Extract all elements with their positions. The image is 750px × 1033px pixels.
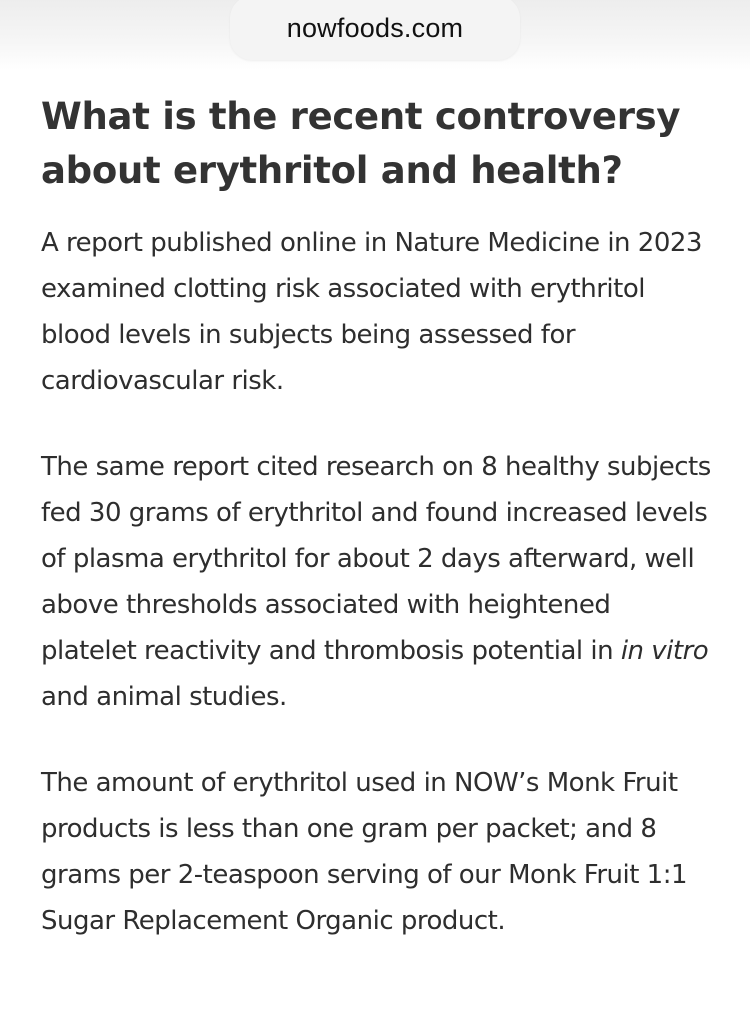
url-pill[interactable] (230, 0, 520, 60)
paragraph-nature-medicine-report: A report published online in Nature Medicine in 2023 examined clotting risk associated with erythritol blood levels in subjects being assessed for cardiovascular risk. (41, 228, 702, 396)
url-text: nowfoods.com (286, 12, 464, 43)
paragraph-now-monk-fruit-amount: The amount of erythritol used in NOW’s Monk Fruit products is less than one gram per packet; and 8 grams per 2-teaspoon serving of our Monk Fruit 1:1 Sugar Replacement Organic product. (41, 768, 688, 936)
paragraph-2-emphasis: in vitro (620, 636, 709, 666)
paragraph-2-text-before: The same report cited research on 8 healthy subjects fed 30 grams of erythritol and found increased levels of plasma erythritol for about 2 days afterward, well above thresholds associated with heightened platelet reactivity and thrombosis potential in (41, 452, 711, 666)
paragraph-2-text-after: and animal studies. (41, 682, 287, 712)
article-content (41, 90, 711, 944)
browser-address-bar (0, 0, 750, 70)
paragraph-healthy-subjects-study (41, 444, 711, 720)
article-heading: What is the recent controversy about erythritol and health? (41, 95, 681, 192)
